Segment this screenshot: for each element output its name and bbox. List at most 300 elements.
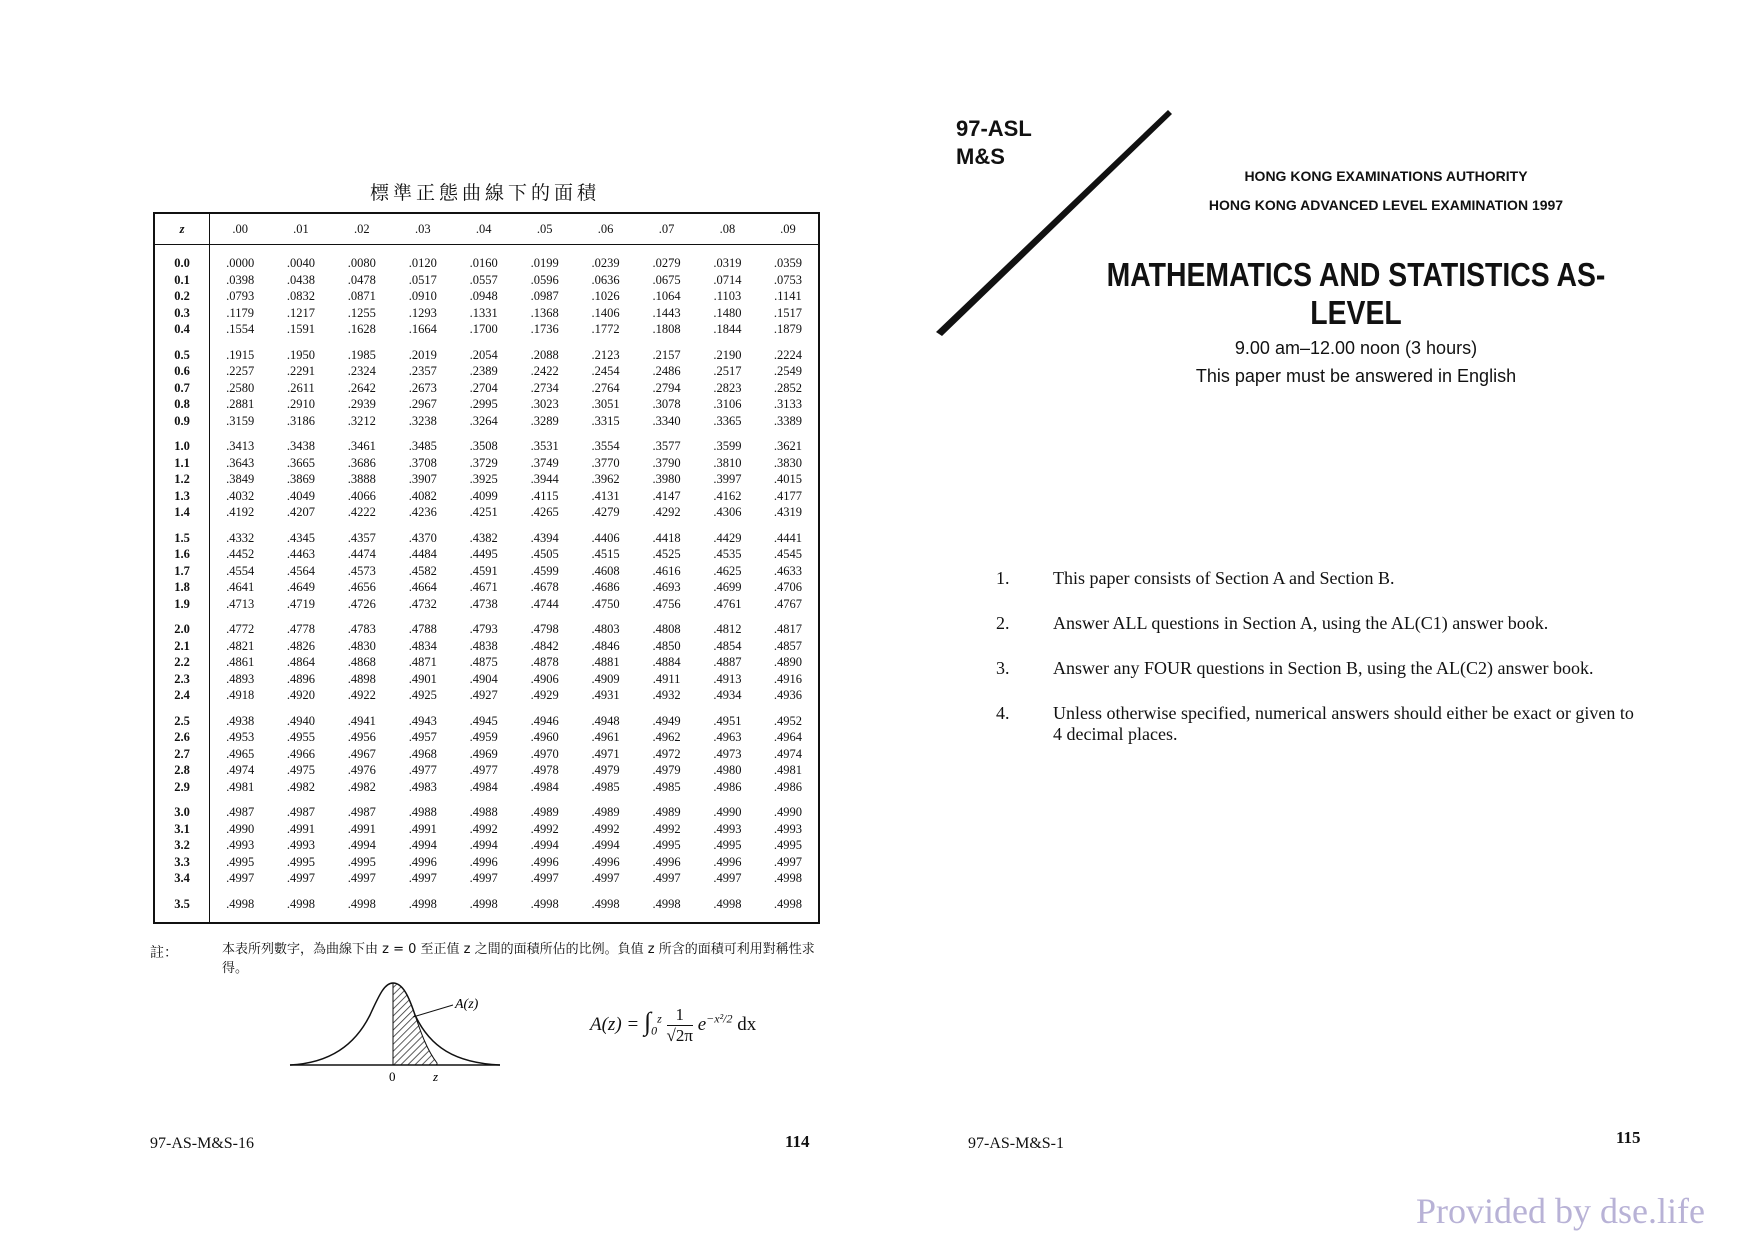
probability-cell: .4945 <box>469 713 498 728</box>
table-row <box>154 746 819 763</box>
probability-cell: .4861 <box>226 655 255 669</box>
normal-curve-figure <box>285 975 515 1085</box>
table-row <box>154 321 819 338</box>
probability-cell: .4995 <box>713 838 742 852</box>
probability-cell: .3531 <box>530 439 559 453</box>
probability-cell: .4821 <box>226 638 255 653</box>
probability-cell: .2995 <box>469 397 498 411</box>
probability-cell: .4962 <box>652 730 681 744</box>
probability-cell: .1293 <box>408 305 437 320</box>
probability-cell: .3461 <box>347 439 376 453</box>
probability-cell: .4965 <box>226 746 255 761</box>
probability-cell: .4625 <box>713 563 742 578</box>
probability-cell: .4972 <box>652 746 681 761</box>
probability-cell: .3289 <box>530 413 559 428</box>
instruction-number: 4. <box>996 703 1010 723</box>
probability-cell: .4357 <box>347 530 376 545</box>
normal-distribution-table <box>153 212 820 924</box>
probability-cell: .4890 <box>773 655 803 669</box>
footer-code: 97-AS-M&S-16 <box>150 1135 255 1152</box>
probability-cell: .4842 <box>530 638 559 653</box>
probability-cell: .4998 <box>408 896 437 911</box>
z-value-cell: 2.1 <box>154 638 210 655</box>
probability-cell: .4857 <box>773 638 803 653</box>
probability-cell: .4418 <box>652 530 681 545</box>
probability-cell: .0910 <box>408 289 437 303</box>
probability-cell: .3980 <box>652 472 681 486</box>
probability-cell: .3849 <box>226 472 255 486</box>
probability-cell: .2939 <box>347 397 376 411</box>
probability-cell: .3212 <box>347 413 376 428</box>
column-header: .07 <box>636 213 697 245</box>
probability-cell: .4998 <box>347 896 376 911</box>
probability-cell: .2088 <box>530 347 559 362</box>
probability-cell: .2910 <box>286 397 315 411</box>
probability-cell: .1844 <box>713 322 742 336</box>
probability-cell: .4686 <box>591 580 620 594</box>
probability-cell: .1700 <box>469 322 498 336</box>
probability-cell: .4854 <box>713 638 742 653</box>
probability-cell: .3485 <box>408 439 437 453</box>
probability-cell: .4582 <box>408 563 437 578</box>
probability-cell: .3907 <box>408 472 437 486</box>
probability-cell: .4977 <box>469 763 498 777</box>
probability-cell: .3389 <box>773 413 803 428</box>
probability-cell: .4996 <box>408 854 437 869</box>
probability-cell: .4875 <box>469 655 498 669</box>
probability-cell: .4719 <box>286 596 315 611</box>
watermark: Provided by dse.life <box>1416 1191 1705 1231</box>
probability-cell: .1480 <box>713 305 742 320</box>
probability-cell: .4463 <box>286 547 315 561</box>
probability-cell: .4726 <box>347 596 376 611</box>
probability-cell: .1950 <box>286 347 315 362</box>
table-row <box>154 521 819 547</box>
probability-cell: .0438 <box>286 272 315 287</box>
column-header: .00 <box>210 213 271 245</box>
probability-cell: .4986 <box>773 779 803 794</box>
probability-cell: .4082 <box>408 488 437 503</box>
probability-cell: .3790 <box>652 455 681 470</box>
probability-cell: .4922 <box>347 688 376 702</box>
probability-cell: .1554 <box>226 322 255 336</box>
probability-cell: .4993 <box>773 821 803 836</box>
probability-cell: .4988 <box>469 805 498 819</box>
column-header: .03 <box>392 213 453 245</box>
probability-cell: .3186 <box>286 413 315 428</box>
probability-cell: .3729 <box>469 455 498 470</box>
probability-cell: .4989 <box>591 805 620 819</box>
instruction-text: This paper consists of Section A and Section B. <box>1053 568 1395 588</box>
probability-cell: .2257 <box>226 364 255 378</box>
table-row <box>154 455 819 472</box>
table-row <box>154 563 819 580</box>
probability-cell: .4656 <box>347 580 376 594</box>
probability-cell: .3438 <box>286 439 315 453</box>
probability-cell: .4909 <box>591 671 620 686</box>
z-value-cell: 3.5 <box>154 887 210 924</box>
z-value-cell: 2.9 <box>154 779 210 796</box>
probability-cell: .4994 <box>469 838 498 852</box>
probability-cell: .0160 <box>469 256 498 270</box>
formula-upper-limit: z <box>657 1011 662 1026</box>
probability-cell: .1255 <box>347 305 376 320</box>
table-row <box>154 887 819 924</box>
probability-cell: .2224 <box>773 347 803 362</box>
probability-cell: .4808 <box>652 622 681 636</box>
probability-cell: .3962 <box>591 472 620 486</box>
probability-cell: .2454 <box>591 364 620 378</box>
table-row <box>154 779 819 796</box>
z-value-cell: 1.3 <box>154 488 210 505</box>
formula-fraction <box>667 1005 693 1046</box>
probability-cell: .4032 <box>226 488 255 503</box>
probability-cell: .2357 <box>408 364 437 378</box>
language-note: This paper must be answered in English <box>1195 366 1517 386</box>
probability-cell: .4505 <box>530 547 559 561</box>
probability-cell: .3023 <box>530 397 559 411</box>
probability-cell: .4279 <box>591 505 620 519</box>
probability-cell: .4998 <box>713 896 742 911</box>
probability-cell: .4236 <box>408 505 437 519</box>
probability-cell: .4147 <box>652 488 681 503</box>
probability-cell: .4306 <box>713 505 742 519</box>
probability-cell: .4995 <box>652 838 681 852</box>
probability-cell: .0675 <box>652 272 681 287</box>
probability-cell: .2549 <box>773 364 803 378</box>
z-value-cell: 2.0 <box>154 612 210 638</box>
probability-cell: .4332 <box>226 530 255 545</box>
table-row <box>154 429 819 455</box>
z-value-cell: 0.3 <box>154 305 210 322</box>
probability-cell: .4996 <box>530 854 559 869</box>
probability-cell: .4968 <box>408 746 437 761</box>
table-row <box>154 471 819 488</box>
instruction-item <box>996 613 1636 634</box>
z-value-cell: 1.9 <box>154 596 210 613</box>
z-value-cell: 1.7 <box>154 563 210 580</box>
probability-cell: .0199 <box>530 256 559 270</box>
z-value-cell: 0.2 <box>154 288 210 305</box>
probability-cell: .4995 <box>347 854 376 869</box>
probability-cell: .2734 <box>530 380 559 395</box>
z-value-cell: 1.2 <box>154 471 210 488</box>
probability-cell: .2054 <box>469 347 498 362</box>
table-row <box>154 272 819 289</box>
probability-cell: .3554 <box>591 439 620 453</box>
probability-cell: .1368 <box>530 305 559 320</box>
probability-cell: .1179 <box>226 305 255 320</box>
column-header: .09 <box>758 213 819 245</box>
probability-cell: .0948 <box>469 289 498 303</box>
probability-cell: .4906 <box>530 671 559 686</box>
probability-cell: .4998 <box>652 896 681 911</box>
probability-cell: .4884 <box>652 655 681 669</box>
probability-cell: .4319 <box>773 505 803 519</box>
probability-cell: .1517 <box>773 305 803 320</box>
probability-cell: .4998 <box>469 896 498 911</box>
probability-cell: .2704 <box>469 380 498 395</box>
probability-cell: .4015 <box>773 472 803 486</box>
probability-cell: .4429 <box>713 530 742 545</box>
probability-cell: .4946 <box>530 713 559 728</box>
probability-cell: .2673 <box>408 380 437 395</box>
probability-cell: .4993 <box>286 838 315 852</box>
probability-cell: .4974 <box>773 746 803 761</box>
probability-cell: .4997 <box>713 871 742 885</box>
probability-cell: .4979 <box>591 763 620 777</box>
probability-cell: .1664 <box>408 322 437 336</box>
probability-cell: .4987 <box>286 805 315 819</box>
instruction-number: 2. <box>996 613 1010 633</box>
page-number: 115 <box>1616 1128 1641 1147</box>
probability-cell: .1103 <box>713 289 742 303</box>
probability-cell: .4893 <box>226 671 255 686</box>
probability-cell: .4976 <box>347 763 376 777</box>
table-body <box>154 245 819 924</box>
probability-cell: .4966 <box>286 746 315 761</box>
probability-cell: .4969 <box>469 746 498 761</box>
probability-cell: .4997 <box>347 871 376 885</box>
probability-cell: .4985 <box>591 779 620 794</box>
probability-cell: .3340 <box>652 413 681 428</box>
probability-cell: .4996 <box>469 854 498 869</box>
probability-cell: .4633 <box>773 563 803 578</box>
column-header: .06 <box>575 213 636 245</box>
table-header-row <box>154 213 819 245</box>
area-formula <box>590 1005 756 1046</box>
table-row <box>154 380 819 397</box>
probability-cell: .4099 <box>469 488 498 503</box>
probability-cell: .2422 <box>530 364 559 378</box>
table-row <box>154 288 819 305</box>
probability-cell: .4664 <box>408 580 437 594</box>
instruction-text: Unless otherwise specified, numerical answers should either be exact or given to 4 decimal places. <box>1053 703 1634 744</box>
probability-cell: .2157 <box>652 347 681 362</box>
probability-cell: .4788 <box>408 622 437 636</box>
probability-cell: .1772 <box>591 322 620 336</box>
probability-cell: .4793 <box>469 622 498 636</box>
probability-cell: .4868 <box>347 655 376 669</box>
probability-cell: .4904 <box>469 671 498 686</box>
probability-cell: .3051 <box>591 397 620 411</box>
probability-cell: .3078 <box>652 397 681 411</box>
instructions-list <box>996 568 1636 769</box>
z-value-cell: 1.6 <box>154 546 210 563</box>
probability-cell: .4997 <box>408 871 437 885</box>
probability-cell: .4871 <box>408 655 437 669</box>
formula-base: e <box>697 1013 707 1035</box>
probability-cell: .4817 <box>773 622 803 636</box>
probability-cell: .4049 <box>286 488 315 503</box>
probability-cell: .3315 <box>591 413 620 428</box>
probability-cell: .3264 <box>469 413 498 428</box>
probability-cell: .4812 <box>713 622 742 636</box>
probability-cell: .4941 <box>347 713 376 728</box>
probability-cell: .4649 <box>286 580 315 594</box>
probability-cell: .3599 <box>713 439 742 453</box>
probability-cell: .2852 <box>773 380 803 395</box>
probability-cell: .4370 <box>408 530 437 545</box>
z-value-cell: 0.6 <box>154 363 210 380</box>
probability-cell: .4952 <box>773 713 803 728</box>
table-row <box>154 488 819 505</box>
paper-code-line-2: M&S <box>956 144 1005 169</box>
probability-cell: .4975 <box>286 763 315 777</box>
probability-cell: .4732 <box>408 596 437 611</box>
probability-cell: .4994 <box>591 838 620 852</box>
probability-cell: .4920 <box>286 688 315 702</box>
probability-cell: .4772 <box>226 622 255 636</box>
probability-cell: .3925 <box>469 472 498 486</box>
probability-cell: .1406 <box>591 305 620 320</box>
table-row <box>154 338 819 364</box>
table-row <box>154 654 819 671</box>
probability-cell: .4678 <box>530 580 559 594</box>
probability-cell: .4535 <box>713 547 742 561</box>
z-value-cell: 0.7 <box>154 380 210 397</box>
column-header: .01 <box>270 213 331 245</box>
probability-cell: .4573 <box>347 563 376 578</box>
probability-cell: .4993 <box>226 838 255 852</box>
probability-cell: .4878 <box>530 655 559 669</box>
probability-cell: .4964 <box>773 730 803 744</box>
probability-cell: .4992 <box>530 821 559 836</box>
probability-cell: .4608 <box>591 563 620 578</box>
probability-cell: .4943 <box>408 713 437 728</box>
probability-cell: .4997 <box>226 871 255 885</box>
probability-cell: .4913 <box>713 671 742 686</box>
zero-label: 0 <box>389 1069 396 1084</box>
probability-cell: .3365 <box>713 413 742 428</box>
probability-cell: .4991 <box>408 821 437 836</box>
exam-time: 9.00 am–12.00 noon (3 hours) <box>1234 338 1478 358</box>
probability-cell: .4911 <box>652 671 681 686</box>
probability-cell: .4938 <box>226 713 255 728</box>
probability-cell: .4846 <box>591 638 620 653</box>
probability-cell: .4744 <box>530 596 559 611</box>
probability-cell: .1628 <box>347 322 376 336</box>
formula-dx: dx <box>737 1013 757 1035</box>
table-row <box>154 396 819 413</box>
probability-cell: .0557 <box>469 272 498 287</box>
probability-cell: .1591 <box>286 322 315 336</box>
z-value-cell: 1.1 <box>154 455 210 472</box>
table-row <box>154 363 819 380</box>
probability-cell: .3643 <box>226 455 255 470</box>
probability-cell: .4834 <box>408 638 437 653</box>
probability-cell: .2611 <box>287 380 315 395</box>
z-value-cell: 2.3 <box>154 671 210 688</box>
probability-cell: .0517 <box>408 272 437 287</box>
probability-cell: .4992 <box>591 821 620 836</box>
paper-code-line-1: 97-ASL <box>956 116 1032 141</box>
probability-cell: .4985 <box>652 779 681 794</box>
probability-cell: .4838 <box>469 638 498 653</box>
probability-cell: .4993 <box>713 821 742 836</box>
probability-cell: .4998 <box>773 871 803 885</box>
probability-cell: .4996 <box>713 854 742 869</box>
instruction-text: Answer ALL questions in Section A, using the AL(C1) answer book. <box>1053 613 1549 633</box>
probability-cell: .4761 <box>713 596 742 611</box>
z-value-cell: 0.5 <box>154 338 210 364</box>
table-row <box>154 729 819 746</box>
probability-cell: .4953 <box>226 730 255 744</box>
probability-cell: .3749 <box>530 455 559 470</box>
probability-cell: .1985 <box>347 347 376 362</box>
probability-cell: .3830 <box>773 455 803 470</box>
probability-cell: .4115 <box>530 488 559 503</box>
probability-cell: .4927 <box>469 688 498 702</box>
probability-cell: .4960 <box>530 730 559 744</box>
probability-cell: .2324 <box>347 364 376 378</box>
probability-cell: .3770 <box>591 455 620 470</box>
z-value-cell: 1.5 <box>154 521 210 547</box>
right-page <box>876 0 1753 1245</box>
table-row <box>154 413 819 430</box>
probability-cell: .4484 <box>408 547 437 561</box>
probability-cell: .4973 <box>713 746 742 761</box>
probability-cell: .0832 <box>286 289 315 303</box>
table-row <box>154 854 819 871</box>
probability-cell: .2389 <box>469 364 498 378</box>
probability-cell: .4936 <box>773 688 803 702</box>
table-row <box>154 687 819 704</box>
probability-cell: .4767 <box>773 596 803 611</box>
probability-cell: .4616 <box>652 563 681 578</box>
probability-cell: .4207 <box>286 505 315 519</box>
formula-numerator: 1 <box>667 1005 693 1026</box>
probability-cell: .4756 <box>652 596 681 611</box>
probability-cell: .4995 <box>226 854 255 869</box>
probability-cell: .4713 <box>226 596 255 611</box>
probability-cell: .4738 <box>469 596 498 611</box>
probability-cell: .4970 <box>530 746 559 761</box>
exam-name: HONG KONG ADVANCED LEVEL EXAMINATION 1997 <box>1208 197 1564 213</box>
probability-cell: .4988 <box>408 805 437 819</box>
probability-cell: .4994 <box>408 838 437 852</box>
probability-cell: .4525 <box>652 547 681 561</box>
probability-cell: .0239 <box>591 256 620 270</box>
probability-cell: .1808 <box>652 322 681 336</box>
table-row <box>154 671 819 688</box>
probability-cell: .4982 <box>347 779 376 794</box>
table-row <box>154 546 819 563</box>
probability-cell: .4971 <box>591 746 620 761</box>
probability-cell: .4998 <box>591 896 620 911</box>
probability-cell: .4990 <box>226 821 255 836</box>
formula-lhs: A(z) = <box>590 1013 640 1035</box>
probability-cell: .4591 <box>469 563 498 578</box>
probability-cell: .4978 <box>530 763 559 777</box>
probability-cell: .4177 <box>773 488 803 503</box>
probability-cell: .4994 <box>347 838 376 852</box>
probability-cell: .4162 <box>713 488 742 503</box>
probability-cell: .2823 <box>713 380 742 395</box>
probability-cell: .4896 <box>286 671 315 686</box>
probability-cell: .4564 <box>286 563 315 578</box>
probability-cell: .3869 <box>286 472 315 486</box>
table-row <box>154 837 819 854</box>
probability-cell: .4693 <box>652 580 681 594</box>
probability-cell: .1879 <box>773 322 803 336</box>
table-row <box>154 795 819 821</box>
probability-cell: .1217 <box>286 305 315 320</box>
probability-cell: .4699 <box>713 580 742 594</box>
table-row <box>154 638 819 655</box>
probability-cell: .4997 <box>591 871 620 885</box>
probability-cell: .2642 <box>347 380 376 395</box>
